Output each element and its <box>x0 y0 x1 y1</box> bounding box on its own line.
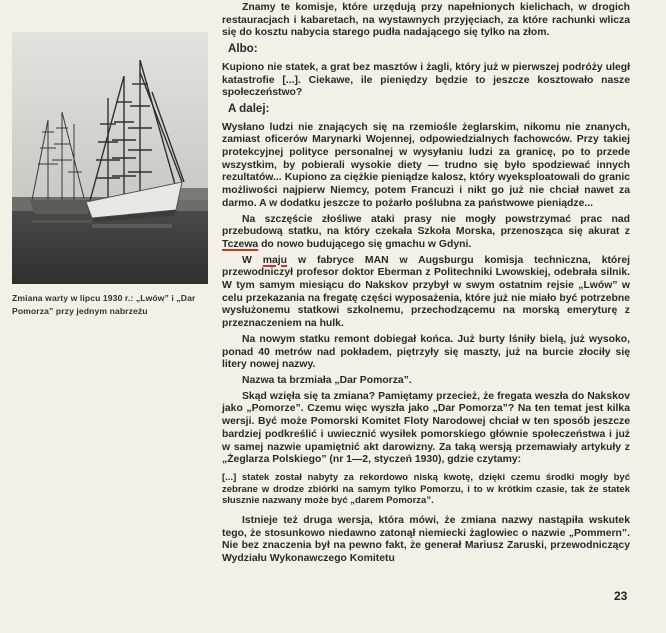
text-run: do nowo budującego się gmachu w Gdyni. <box>258 238 472 250</box>
paragraph: Znamy te komisje, które urzędują przy napełnionych kielichach, w drogich restauracjach i kabaretach, na wystawnych przyjęciach, za które rachunki wlicza się do kosztu nabycia starego pudła nadającego się tylko na złom. <box>222 2 630 39</box>
paragraph: Skąd wzięła się ta zmiana? Pamiętamy przecież, że fregata weszła do Nakskov jako „Pomorze”. Czemu więc wyszła jako „Dar Pomorza”? Na ten temat jest kilka wersji. Być może Pomorski Komitet Floty Narodowej chciał w ten sposób jeszcze bardziej podkreślić i uwiecznić wysiłek pomorskiego głównie społeczeństwa i już w samej nazwie upamiętnić akt darowizny. Za taką wersją przemawiały artykuły z „Żeglarza Polskiego” (nr 1—2, styczeń 1930), gdzie czytamy: <box>222 390 630 466</box>
paragraph: Nazwa ta brzmiała „Dar Pomorza”. <box>242 374 412 386</box>
paragraph-label: Albo: <box>228 42 258 56</box>
paragraph <box>222 255 630 331</box>
text-run: w fabryce MAN w Augsburgu komisja techniczna, której przewodniczył profesor doktor Eberman z Politechniki Lwowskiej, odebrała silnik. W tym samym miesiącu do Nakskov przybył w swym ostatnim rejsie „Lwów” w celu przekazania na fregatę części wyposażenia, które już nie miało być potrzebne wysłużonemu statkowi szkolnemu, przechodzącemu na morską emeryturę z przeznaczeniem na hulk. <box>222 254 630 330</box>
figure-column <box>12 32 210 318</box>
ship-photo <box>12 32 208 284</box>
paragraph-label: A dalej: <box>228 101 270 115</box>
quoted-paragraph: Kupiono nie statek, a grat bez masztów i żagli, który już w pierwszej podróży uległ katastrofie [...]. Ciekawe, ile pieniędzy będzie to jeszcze kosztowało nasze społeczeństwo? <box>222 61 630 99</box>
paragraph: Istnieje też druga wersja, która mówi, że zmiana nazwy nastąpiła wskutek tego, że stosunkowo niedawno zatonął niemiecki żaglowiec o nazwie „Pommern”. Nie bez znaczenia był na pewno fakt, że generał Mariusz Zaruski, przewodniczący Wydziału Wykonawczego Komitetu <box>222 515 630 565</box>
paragraph: Na nowym statku remont dobiegał końca. Już burty lśniły bielą, już wysoko, ponad 40 metrów nad pokładem, piętrzyły się maszty, już na burcie złociły się litery nowej nazwy. <box>222 333 630 371</box>
block-quote: [...] statek został nabyty za rekordowo niską kwotę, dzięki czemu środki mogły być zebrane w drodze zbiórki na samym tylko Pomorzu, i to w krótkim czasie, tak że statek słusznie nazwany może być „darem Pomorza”. <box>222 471 630 507</box>
figure-caption: Zmiana warty w lipcu 1930 r.: „Lwów” i „Dar Pomorza” przy jednym nabrzeżu <box>12 293 196 316</box>
article-body <box>222 2 630 569</box>
text-run: Na szczęście złośliwe ataki prasy nie mogły powstrzymać prac nad przebudową statku, na który czekała Szkoła Morska, przenosząca się akurat z <box>222 213 630 238</box>
quoted-paragraph: Wysłano ludzi nie znających się na rzemiośle żeglarskim, nikomu nie znanych, zamiast oficerów Marynarki Wojennej, odpowiedzialnych fachowców. Przy takiej protekcyjnej polityce personalnej w wysyłaniu ludzi za granicę, po to przede wszystkim, by pobierali wysokie diety — trudno się było spodziewać innych rezultatów... Kupiono za ciężkie pieniądze kalosz, który wyeksploatowali do granic możliwości najpierw Niemcy, potem Francuzi i nikt go już nie chciał nawet za darmo. A w dodatku jeszcze to pożarło poślubna za państwowe pieniądze... <box>222 121 630 209</box>
paragraph <box>222 214 630 252</box>
text-run: W <box>242 254 263 266</box>
underlined-word: maju <box>262 254 288 266</box>
ship-photo-icon <box>12 32 208 284</box>
underlined-word: Tczewa <box>222 238 259 250</box>
page-number: 23 <box>614 589 628 603</box>
